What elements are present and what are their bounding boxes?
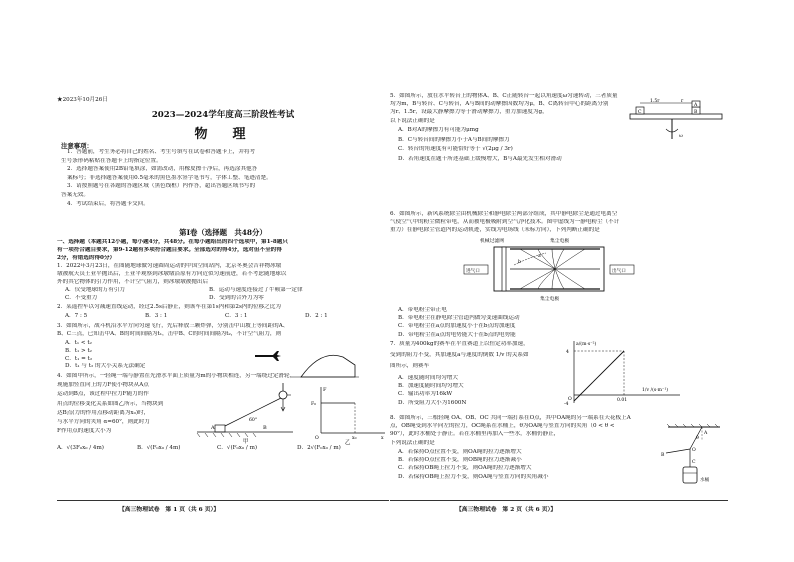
- svg-text:1/v /(s·m⁻¹): 1/v /(s·m⁻¹): [642, 388, 669, 393]
- svg-text:-4: -4: [564, 402, 569, 405]
- exam-title: 2023—2024学年度高三阶段性考试: [151, 110, 295, 120]
- notice-line: 2．选择题答案使用2B铅笔填涂，如需改动，用橡皮擦干净后，再选涂其他答: [67, 166, 258, 173]
- svg-text:ω: ω: [679, 134, 683, 139]
- option: D．带电粉尘在a点的电势能大于在b点的电势能: [398, 331, 516, 338]
- question-text-line: 运动到B点，该过程中拉力F随力的作: [57, 391, 149, 398]
- pulley: [279, 391, 287, 399]
- question-text-line: 达B点(力的作用点移动距离为x₀)时，: [57, 409, 150, 416]
- option: C．t₁ = t₂: [65, 355, 93, 362]
- svg-text:集尘电极: 集尘电极: [550, 239, 570, 244]
- option: A．仅受地球的万有引力: [65, 287, 125, 293]
- question-1: [57, 263, 389, 286]
- svg-text:A: A: [704, 431, 708, 436]
- option: D．受到的合外力为零: [209, 294, 264, 301]
- notice-line: 案标号；非选择题答案使用0.5毫米的黑色墨水签字笔书写，字体工整、笔迹清楚。: [67, 174, 272, 181]
- question-text-line: 8．如图所示，三根轻绳 OA、OB、OC 共同一端打系在O点，其中OA绳的另一端系在天花板上A: [390, 415, 631, 421]
- svg-text:O: O: [315, 436, 319, 441]
- option: B．3 : 1: [145, 313, 168, 319]
- question-text-line: 1．2022年3月23日，在图随地球做匀速圆周运动的中国空间站内，北京冬奥会吉祥物冰墩: [57, 263, 282, 269]
- section-intro-line: 有一项符合题目要求，第9-12题有多项符合题目要求。全部选对的得4分，选对但不全的得: [57, 246, 282, 253]
- question-text-line: 以下说法正确的是: [390, 117, 435, 124]
- svg-text:a/(m·s⁻²): a/(m·s⁻²): [576, 342, 597, 347]
- svg-text:甲: 甲: [243, 439, 249, 445]
- question-text-line: 与水平方向的夹角 α=60°，则此时力: [57, 418, 150, 425]
- subject-title: 物 理: [194, 127, 252, 142]
- block: [215, 425, 225, 432]
- svg-text:b: b: [518, 260, 521, 265]
- svg-text:C: C: [638, 110, 642, 115]
- question-text-line: 3．如图所示，战斗机沿水平方向匀速飞行，先后释放三颗炸弹，分别击中山坡上等间距的A、: [57, 323, 289, 329]
- question-text-line: 4．如图甲所示，一轻绳一端与静置在光滑水平面上质量为m的小物块相连，另一端绕过定滑轮，: [57, 373, 296, 379]
- notice-line: 4．考试结束后，将答题卡交回。: [67, 200, 149, 207]
- question-text-line: F作用点的速度大小为: [57, 428, 112, 435]
- question-text-line: 墩被航天员王亚平抛出后，王亚平观察到冰墩墩沿原有方向近似匀速前进，若不考虑随地球以: [57, 270, 287, 277]
- option: A．√(3F₀x₀ / 4m): [57, 445, 104, 451]
- svg-text:B: B: [694, 110, 698, 115]
- option: A．7 : 5: [65, 313, 88, 319]
- svg-text:机械过滤网: 机械过滤网: [480, 239, 504, 244]
- question-text-line: 现施加竖直向上的力F使小物块从A点: [57, 382, 149, 389]
- option: B．√(F₀x₀ / 4m): [137, 445, 181, 451]
- turntable: [630, 114, 722, 119]
- option: B．t₁ > t₂: [65, 347, 92, 354]
- option: A．速度随时间均匀增大: [398, 375, 458, 381]
- question-text-line: 用点的位移变化关系如图乙所示，当物块到: [57, 400, 164, 407]
- question-text-line: 气使空气中的粉尘微粒带电，从而被电极吸附到空气净化技术。图中虚线为一静电粉尘（不计: [390, 218, 620, 225]
- svg-text:A: A: [694, 103, 698, 108]
- airplane-icon: [255, 351, 281, 361]
- option: B．带电粉尘在静电除尘管道内做匀变速曲线运动: [398, 315, 520, 322]
- svg-text:F: F: [323, 387, 327, 393]
- notice-heading: 注意事项：: [61, 142, 93, 150]
- svg-text:x₀: x₀: [352, 436, 357, 441]
- exam-date: ★2023年10月26日: [57, 97, 108, 103]
- option: B．若保持O点位置不变，则OB绳的拉力逐渐减小: [398, 457, 522, 464]
- option: C．转台的角速度有可能恰好等于 √(2μg / 3r): [398, 146, 513, 153]
- page-footer: 【高三物理试卷 第 1 页（共 6 页）】: [119, 507, 220, 513]
- question-6-options: [390, 307, 728, 340]
- exam-page-1: [57, 83, 389, 515]
- question-text-line: 外的其它物体的引力作用，不计空气阻力，则冰墩墩被抛出后: [57, 278, 209, 285]
- option: C．不受重力: [65, 294, 98, 301]
- question-text-line: 5．如图所示，放在水平转台上的物体A、B、C正随转台一起以角速度ω匀速转动，三者质量: [390, 93, 618, 99]
- option: D．若保持OB绳上拉力不变，则OA绳与竖直方向的夹角减小: [398, 473, 549, 480]
- svg-text:O: O: [568, 397, 572, 402]
- fig-label: A: [211, 425, 215, 431]
- svg-text:B: B: [661, 453, 665, 458]
- section-title: 第Ⅰ卷（选择题 共48分）: [179, 228, 267, 237]
- question-text-line: B、C三点，已知击中A、B的时间间隔为t₁，击中B、C的时间间隔为t₂，不计空气阻力，则: [57, 330, 282, 337]
- svg-text:0.01: 0.01: [617, 398, 628, 403]
- question-text-line: 90°），此时水桶处于静止。若在水桶里再加入一些水，水桶仍静止，: [390, 431, 560, 438]
- svg-text:集尘电极: 集尘电极: [540, 297, 560, 302]
- question-text-line: 点，OB绳受到水平向左的拉力，OC绳系在水桶上，θ为OA绳与竖直方向的夹角（0 < θ <: [390, 423, 615, 430]
- notice-line: 生号条形码粘贴在答题卡上的指定位置。: [61, 157, 162, 164]
- option: D．2 : 1: [305, 313, 328, 319]
- svg-text:水桶: 水桶: [700, 478, 710, 483]
- svg-text:O: O: [692, 448, 696, 453]
- section-intro-line: 2分，有错选的得0分）: [57, 254, 116, 261]
- question-6: [390, 211, 728, 234]
- svg-text:F₀: F₀: [311, 402, 317, 407]
- svg-text:B: B: [263, 425, 267, 431]
- option: A．若保持O点位置不变，则OA绳的拉力逐渐增大: [398, 449, 522, 455]
- option: A．B对A的摩擦力有可能为μmg: [398, 127, 479, 133]
- question-6-figure: [460, 235, 636, 305]
- option: A．t₁ < t₂: [65, 340, 92, 346]
- question-7-options: [390, 375, 728, 408]
- question-3: [57, 323, 389, 339]
- question-5-options: [390, 127, 728, 165]
- question-text-line: 下列说法正确的是: [390, 439, 435, 446]
- notice-list: [57, 149, 389, 209]
- option: D．所受阻力大小为1600N: [398, 399, 467, 406]
- svg-text:出气口: 出气口: [612, 269, 626, 274]
- option: C．带电粉尘在a点的加速度小于在b点的加速度: [398, 323, 516, 330]
- notice-line: 3．请按照题号在各题的答题区域（黑色线框）内作答，超出答题区域书写的: [67, 183, 256, 190]
- option: B．C与转台间的摩擦力小于A与B间的摩擦力: [398, 136, 510, 143]
- question-2: [57, 304, 389, 312]
- question-4-figure-jia: [193, 383, 301, 445]
- notice-line: 答案无效。: [61, 191, 89, 198]
- question-text-line: 6．如图所示，新风系统除尘由机械除尘和静电除尘两部分组成，其中静电除尘是通过电离空: [390, 211, 618, 217]
- question-text-line: 受到的阻力不变，其加速度a与速度的倒数 1/v 的关系如: [390, 352, 529, 358]
- option: D．t₁ 与 t₂ 的大小关系无法确定: [65, 363, 146, 370]
- option: C．输出功率为16kW: [398, 391, 453, 398]
- option: D．2√(F₀x₀ / m): [297, 445, 341, 451]
- svg-text:4: 4: [566, 350, 569, 355]
- svg-text:a: a: [538, 254, 541, 259]
- question-text-line: 重力）在静电除尘管道内的运动轨迹，实线为电场线（未标方向），下列判断正确的是: [390, 226, 600, 233]
- page-footer: 【高三物理试卷 第 2 页（共 6 页）】: [456, 507, 557, 513]
- svg-text:C: C: [692, 460, 696, 465]
- option: D．若角速度在题干所述基础上缓慢增大，B与A最先发生相对滑动: [398, 155, 562, 162]
- question-text-line: 为r、1.5r，设最大静摩擦力等于滑动摩擦力，重力加速度为g，: [390, 109, 548, 116]
- svg-text:1.5r: 1.5r: [650, 99, 660, 104]
- svg-text:进气口: 进气口: [466, 269, 480, 274]
- option: B．运动与速度连接过了牛顿第一定律: [209, 287, 303, 293]
- svg-text:r: r: [681, 99, 684, 104]
- svg-text:60°: 60°: [249, 418, 258, 423]
- option: C．√(F₀x₀ / m): [217, 445, 258, 451]
- svg-text:乙: 乙: [345, 440, 351, 445]
- option: A．带电粉尘带正电: [398, 307, 447, 313]
- exam-page-2: [390, 83, 728, 515]
- option: C．若保持OB绳上拉力不变，则OA绳的拉力逐渐增大: [398, 465, 532, 472]
- question-text-line: 均为m，B与转台、C与转台，A与B间的动摩擦因数均为μ，B、C离转台中心的距离分别: [390, 101, 609, 108]
- option: C．3 : 1: [225, 313, 248, 319]
- section-intro: [57, 239, 389, 262]
- question-text-line: 图所示，则赛车: [390, 363, 430, 369]
- question-text-line: 7．质量为400kg的赛车在平直赛道上以恒定功率加速，: [390, 341, 529, 347]
- option: B．加速度随时间均匀增大: [398, 383, 464, 390]
- question-4-figure-yi: [305, 383, 389, 445]
- question-text-line: 2．某遥控车以匀减速直线运动，经过2.5s后静止，则该车在第1s内和第2s内的位移之比为: [57, 304, 281, 310]
- question-8-options: [390, 449, 728, 482]
- svg-text:x: x: [381, 436, 384, 441]
- section-intro-line: 一、选择题（本题共12小题，每小题4分，共48分。在每小题给出的四个选项中，第1-8题只: [57, 239, 288, 245]
- filter-mesh: [502, 247, 506, 291]
- notice-line: 1．答题前，考生务必将自己的姓名、考生号填写在试卷和答题卡上，并将考: [67, 149, 256, 155]
- svg-text:θ: θ: [696, 436, 699, 441]
